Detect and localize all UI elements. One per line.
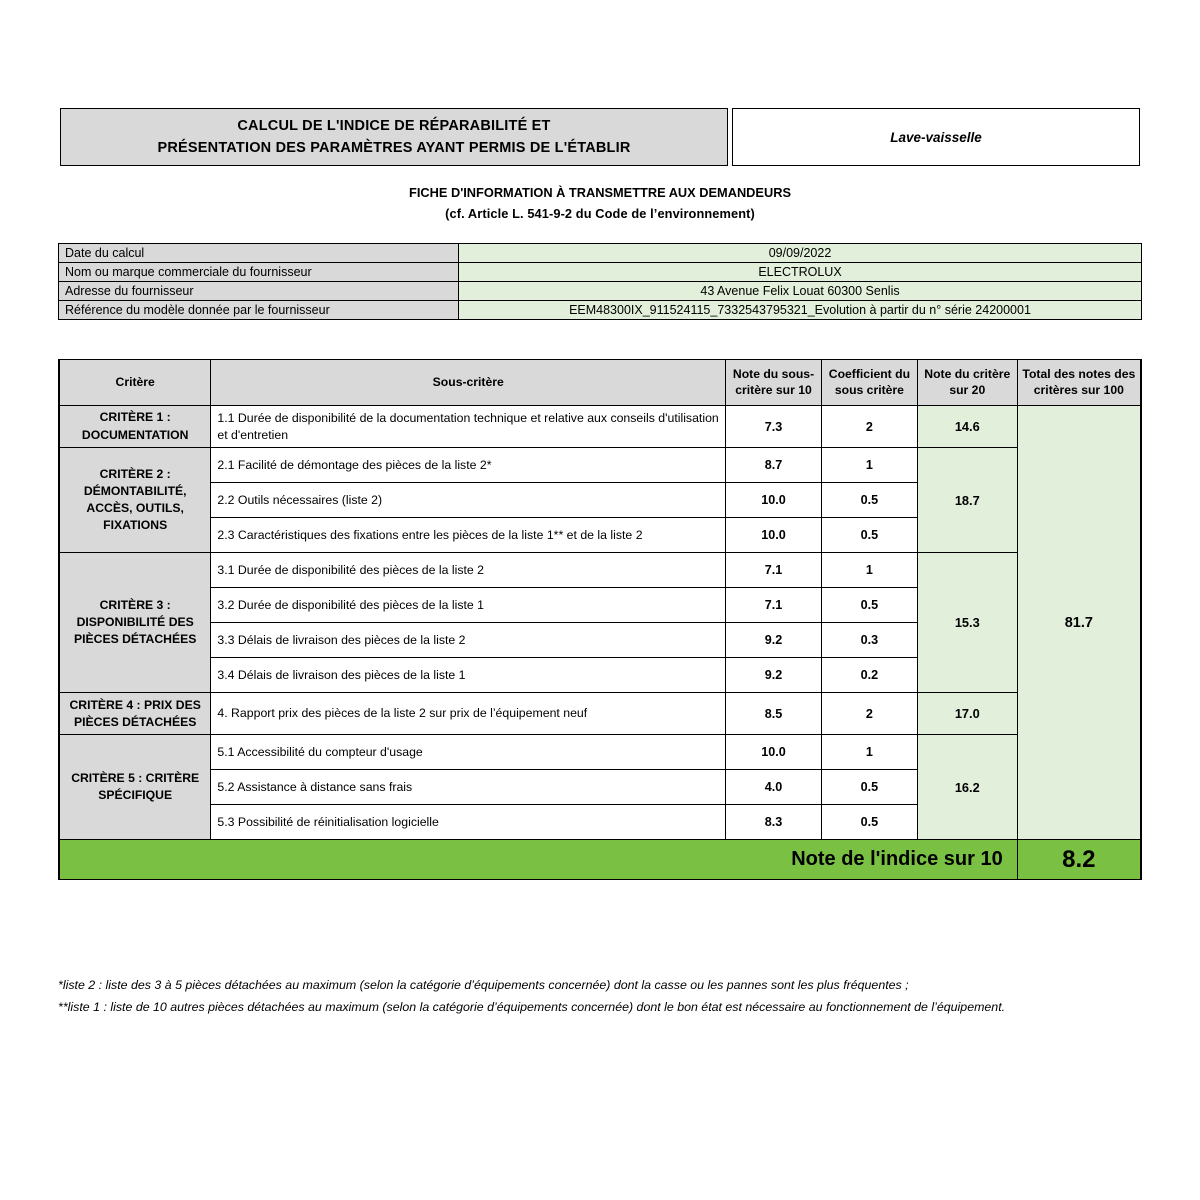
criterion-name-1: CRITÈRE 1 : DOCUMENTATION (59, 405, 211, 447)
final-score-row (59, 840, 1141, 880)
subcriterion-coef-3-2: 0.5 (821, 588, 917, 623)
table-header-row (59, 360, 1141, 406)
table-row (59, 735, 1141, 770)
table-row (59, 244, 1142, 263)
table-row (59, 263, 1142, 282)
subcriterion-label-2-2: 2.2 Outils nécessaires (liste 2) (211, 483, 726, 518)
subcriterion-coef-2-2: 0.5 (821, 483, 917, 518)
info-label-model: Référence du modèle donnée par le fournisseur (59, 301, 459, 320)
header-total: Total des notes des critères sur 100 (1017, 360, 1141, 406)
subcriterion-note-3-4: 9.2 (726, 658, 822, 693)
subcriterion-coef-3-4: 0.2 (821, 658, 917, 693)
info-label-date: Date du calcul (59, 244, 459, 263)
subcriterion-note-2-2: 10.0 (726, 483, 822, 518)
criterion-name-5: CRITÈRE 5 : CRITÈRE SPÉCIFIQUE (59, 735, 211, 840)
footnote-liste2: *liste 2 : liste des 3 à 5 pièces détachées au maximum (selon la catégorie d’équipements concernée) dont la casse ou les pannes sont les plus fréquentes ; (58, 978, 909, 992)
subcriterion-note-3-2: 7.1 (726, 588, 822, 623)
subcriterion-coef-3-3: 0.3 (821, 623, 917, 658)
final-score-label: Note de l'indice sur 10 (59, 840, 1017, 880)
header-subcriterion: Sous-critère (211, 360, 726, 406)
subcriterion-note-5-3: 8.3 (726, 805, 822, 840)
subcriterion-coef-4-1: 2 (821, 693, 917, 735)
header-criterion: Critère (59, 360, 211, 406)
table-row (59, 301, 1142, 320)
subcriterion-coef-5-3: 0.5 (821, 805, 917, 840)
subcriterion-label-3-2: 3.2 Durée de disponibilité des pièces de la liste 1 (211, 588, 726, 623)
subcriterion-note-1-1: 7.3 (726, 405, 822, 447)
table-row (59, 553, 1141, 588)
scoring-table (58, 359, 1142, 880)
info-label-address: Adresse du fournisseur (59, 282, 459, 301)
subcriterion-coef-2-3: 0.5 (821, 518, 917, 553)
subcriterion-coef-2-1: 1 (821, 448, 917, 483)
subtitle-line2: (cf. Article L. 541-9-2 du Code de l’environnement) (445, 206, 755, 222)
table-row (59, 282, 1142, 301)
info-value-date: 09/09/2022 (459, 244, 1142, 263)
criterion-name-4: CRITÈRE 4 : PRIX DES PIÈCES DÉTACHÉES (59, 693, 211, 735)
criterion-name-2: CRITÈRE 2 : DÉMONTABILITÉ, ACCÈS, OUTILS, FIXATIONS (59, 448, 211, 553)
subcriterion-note-3-1: 7.1 (726, 553, 822, 588)
footnotes (58, 975, 1148, 1018)
table-row (59, 448, 1141, 483)
subtitle-line1: FICHE D'INFORMATION À TRANSMETTRE AUX DEMANDEURS (409, 185, 791, 200)
criterion-note20-5: 16.2 (917, 735, 1017, 840)
criterion-note20-4: 17.0 (917, 693, 1017, 735)
subcriterion-label-3-1: 3.1 Durée de disponibilité des pièces de la liste 2 (211, 553, 726, 588)
subcriterion-label-2-3: 2.3 Caractéristiques des fixations entre les pièces de la liste 1** et de la liste 2 (211, 518, 726, 553)
criterion-note20-1: 14.6 (917, 405, 1017, 447)
info-label-brand: Nom ou marque commerciale du fournisseur (59, 263, 459, 282)
subcriterion-coef-5-1: 1 (821, 735, 917, 770)
subcriterion-note-5-1: 10.0 (726, 735, 822, 770)
page-title-line2: PRÉSENTATION DES PARAMÈTRES AYANT PERMIS DE L'ÉTABLIR (157, 140, 631, 156)
info-value-model: EEM48300IX_911524115_7332543795321_Evolution à partir du n° série 24200001 (459, 301, 1142, 320)
total-notes-100: 81.7 (1017, 405, 1141, 839)
subcriterion-label-3-3: 3.3 Délais de livraison des pièces de la liste 2 (211, 623, 726, 658)
criterion-note20-3: 15.3 (917, 553, 1017, 693)
subcriterion-note-2-3: 10.0 (726, 518, 822, 553)
document-subtitle (60, 182, 1140, 224)
page-title-line1: CALCUL DE L'INDICE DE RÉPARABILITÉ ET (237, 117, 551, 134)
footnote-liste1: **liste 1 : liste de 10 autres pièces détachées au maximum (selon la catégorie d’équipements concernée) dont le bon état est nécessaire au fonctionnement de l’équipement. (58, 999, 1006, 1014)
subcriterion-note-5-2: 4.0 (726, 770, 822, 805)
criterion-name-3: CRITÈRE 3 : DISPONIBILITÉ DES PIÈCES DÉTACHÉES (59, 553, 211, 693)
info-value-address: 43 Avenue Felix Louat 60300 Senlis (459, 282, 1142, 301)
header-coefficient: Coefficient du sous critère (821, 360, 917, 406)
header-note-sub: Note du sous-critère sur 10 (726, 360, 822, 406)
subcriterion-label-5-2: 5.2 Assistance à distance sans frais (211, 770, 726, 805)
info-value-brand: ELECTROLUX (459, 263, 1142, 282)
criterion-note20-2: 18.7 (917, 448, 1017, 553)
subcriterion-note-4-1: 8.5 (726, 693, 822, 735)
page-title (60, 108, 728, 166)
subcriterion-coef-1-1: 2 (821, 405, 917, 447)
subcriterion-label-4-1: 4. Rapport prix des pièces de la liste 2 sur prix de l’équipement neuf (211, 693, 726, 735)
subcriterion-note-2-1: 8.7 (726, 448, 822, 483)
document-header (60, 108, 1140, 166)
subcriterion-coef-3-1: 1 (821, 553, 917, 588)
subcriterion-note-3-3: 9.2 (726, 623, 822, 658)
header-note-criterion: Note du critère sur 20 (917, 360, 1017, 406)
table-row (59, 693, 1141, 735)
subcriterion-label-5-1: 5.1 Accessibilité du compteur d'usage (211, 735, 726, 770)
final-score-value: 8.2 (1017, 840, 1141, 880)
subcriterion-label-3-4: 3.4 Délais de livraison des pièces de la liste 1 (211, 658, 726, 693)
supplier-info-table (58, 243, 1142, 320)
subcriterion-label-1-1: 1.1 Durée de disponibilité de la documentation technique et relative aux conseils d'utilisation et d'entretien (211, 405, 726, 447)
subcriterion-label-2-1: 2.1 Facilité de démontage des pièces de la liste 2* (211, 448, 726, 483)
subcriterion-coef-5-2: 0.5 (821, 770, 917, 805)
product-category: Lave-vaisselle (732, 108, 1140, 166)
table-row (59, 405, 1141, 447)
subcriterion-label-5-3: 5.3 Possibilité de réinitialisation logicielle (211, 805, 726, 840)
